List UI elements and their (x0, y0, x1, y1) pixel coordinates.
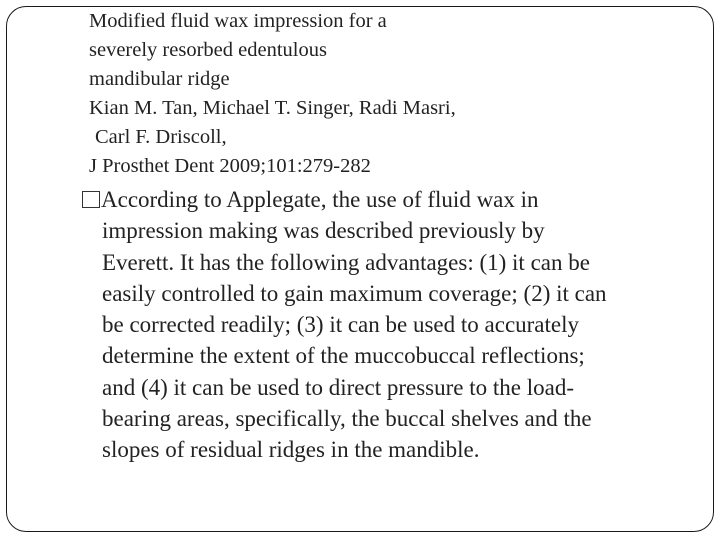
bullet-line-3: Everett. It has the following advantages: (1) it can be (102, 249, 590, 275)
bullet-line-7: and (4) it can be used to direct pressure to the load- (102, 374, 574, 400)
bullet-text-line-1: According to Applegate, the use of fluid wax in (101, 187, 539, 212)
article-title-line-1: Modified fluid wax impression for a (89, 10, 387, 32)
article-title-line-3: mandibular ridge (89, 68, 230, 90)
bullet-line-8: bearing areas, specifically, the buccal shelves and the (102, 406, 592, 432)
journal-reference: J Prosthet Dent 2009;101:279-282 (89, 155, 371, 177)
bullet-paragraph (82, 184, 692, 466)
bullet-line-4: easily controlled to gain maximum coverage; (2) it can (102, 280, 607, 306)
authors-line-1: Kian M. Tan, Michael T. Singer, Radi Masri, (89, 97, 456, 119)
box-bullet-icon (82, 191, 100, 208)
article-title-line-2: severely resorbed edentulous (89, 39, 327, 61)
bullet-line-5: be corrected readily; (3) it can be used to accurately (102, 312, 580, 338)
citation-block (89, 7, 609, 181)
bullet-line-2: impression making was described previously by (102, 218, 545, 244)
bullet-line-9: slopes of residual ridges in the mandible. (102, 437, 480, 463)
authors-line-2: Carl F. Driscoll, (95, 126, 227, 148)
bullet-line-6: determine the extent of the muccobuccal reflections; (102, 343, 585, 369)
bullet-line-1 (82, 184, 692, 215)
